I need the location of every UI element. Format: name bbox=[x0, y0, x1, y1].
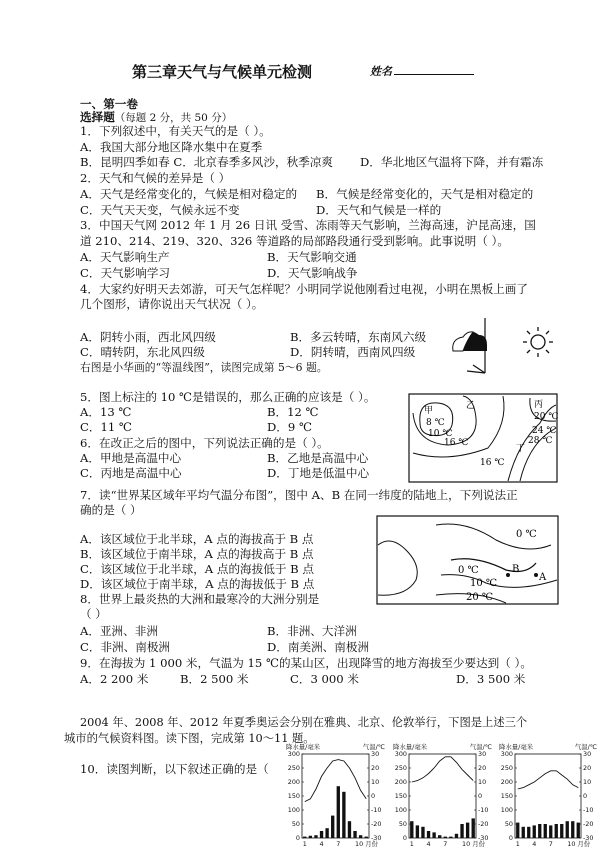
y-axis-title-left: 降水量/毫米 bbox=[393, 743, 428, 751]
precipitation-bar bbox=[527, 827, 530, 838]
y-tick-right: 30 bbox=[478, 750, 487, 758]
precipitation-bar bbox=[421, 827, 424, 838]
isotherm-label-yi: 乙 bbox=[466, 401, 476, 411]
precipitation-bar bbox=[538, 824, 541, 838]
q8-option-c: C．非洲、南极洲 bbox=[80, 640, 171, 654]
precipitation-bar bbox=[309, 836, 312, 838]
region-label-0c-mid: 0 ℃ bbox=[458, 565, 479, 576]
y-tick-left: 100 bbox=[500, 806, 513, 814]
x-tick-label: 10 月份 bbox=[355, 840, 378, 848]
q7-option-a: A．该区域位于北半球，A 点的海拔高于 B 点 bbox=[80, 532, 314, 546]
x-tick-label: 1 bbox=[302, 840, 307, 848]
q6-option-d: D．丁地是低温中心 bbox=[267, 466, 370, 480]
precipitation-bar bbox=[560, 824, 563, 838]
y-tick-right: 20 bbox=[583, 764, 592, 772]
q8-option-b: B．非洲、大洋洲 bbox=[267, 624, 357, 638]
precipitation-bar bbox=[410, 821, 413, 838]
climate-chart-3-svg bbox=[496, 742, 600, 848]
y-tick-right: -10 bbox=[583, 806, 594, 814]
precipitation-bar bbox=[444, 837, 447, 838]
q1-stem: 1．下列叙述中，有关天气的是（ ）。 bbox=[80, 124, 271, 138]
precipitation-bar bbox=[359, 835, 362, 838]
precipitation-bar bbox=[314, 835, 317, 838]
q2-option-a: A．天气是经常变化的，气候是相对稳定的 bbox=[80, 187, 298, 201]
section-heading: 一、第一卷 bbox=[80, 97, 138, 111]
y-tick-left: 100 bbox=[287, 806, 300, 814]
q6-stem: 6．在改正之后的图中，下列说法正确的是（ ）。 bbox=[80, 436, 329, 450]
q5-option-b: B．12 ℃ bbox=[267, 405, 319, 419]
q2-option-d: D．天气和气候是一样的 bbox=[316, 203, 442, 217]
y-tick-left: 250 bbox=[287, 764, 300, 772]
y-tick-right: 10 bbox=[583, 778, 592, 786]
y-tick-right: -30 bbox=[583, 834, 594, 842]
y-tick-left: 250 bbox=[394, 764, 407, 772]
climate-chart-2-svg bbox=[390, 742, 495, 848]
y-tick-right: -20 bbox=[478, 820, 489, 828]
region-label-0c-top: 0 ℃ bbox=[516, 529, 537, 540]
precipitation-bar bbox=[555, 824, 558, 838]
y-tick-right: 20 bbox=[478, 764, 487, 772]
isotherm-label-bing: 丙 bbox=[534, 400, 544, 410]
precipitation-bar bbox=[455, 834, 458, 838]
region-label-a: A bbox=[539, 572, 547, 583]
y-tick-right: -20 bbox=[371, 820, 382, 828]
y-axis-title-right: 气温/℃ bbox=[469, 743, 492, 751]
precipitation-bar bbox=[320, 831, 323, 838]
q7-option-d: D．该区域位于南半球，A 点的海拔低于 B 点 bbox=[80, 577, 315, 591]
temperature-line bbox=[412, 757, 473, 782]
q9-option-b: B．2 500 米 bbox=[180, 672, 249, 686]
precipitation-bar bbox=[348, 821, 351, 838]
precipitation-bar bbox=[427, 831, 430, 838]
q9-option-a: A．2 200 米 bbox=[80, 672, 149, 686]
y-axis-title-left: 降水量/毫米 bbox=[499, 743, 534, 751]
isotherm-label-20c: 20 ℃ bbox=[534, 412, 558, 422]
y-tick-left: 300 bbox=[287, 750, 300, 758]
climate-chart-1 bbox=[283, 742, 388, 852]
precipitation-bar bbox=[432, 832, 435, 838]
choice-label: 选择题 bbox=[80, 110, 115, 124]
y-tick-left: 200 bbox=[287, 778, 300, 786]
q1-option-a: A．我国大部分地区降水集中在夏季 bbox=[80, 140, 263, 154]
precipitation-bar bbox=[449, 837, 452, 838]
precipitation-bar bbox=[365, 837, 368, 838]
q5-option-a: A．13 ℃ bbox=[80, 405, 132, 419]
y-tick-right: 0 bbox=[478, 792, 483, 800]
y-tick-right: 0 bbox=[583, 792, 588, 800]
precipitation-bar bbox=[522, 827, 525, 838]
q2-option-c: C．天气天天变，气候永远不变 bbox=[80, 203, 240, 217]
y-tick-right: 0 bbox=[371, 792, 376, 800]
precipitation-bar bbox=[460, 824, 463, 838]
q4-option-d: D．阴转晴，西南风四级 bbox=[290, 345, 416, 359]
y-tick-left: 50 bbox=[504, 820, 513, 828]
q3-option-a: A．天气影响生产 bbox=[80, 250, 170, 264]
q7-option-b: B．该区域位于南半球，A 点的海拔高于 B 点 bbox=[80, 547, 314, 561]
x-tick-label: 7 bbox=[443, 840, 448, 848]
climate-chart-3 bbox=[496, 742, 600, 852]
q3-option-b: B．天气影响交通 bbox=[267, 250, 357, 264]
q2-stem: 2．天气和气候的差异是（ ） bbox=[80, 171, 231, 185]
climate-chart-2 bbox=[390, 742, 495, 852]
name-blank[interactable] bbox=[394, 64, 474, 75]
q7-line2: 确的是（ ） bbox=[80, 503, 142, 517]
plot-frame bbox=[515, 754, 581, 838]
climate-chart-1-svg bbox=[283, 742, 388, 848]
precipitation-bar bbox=[571, 821, 574, 838]
intro-10-11-line1: 2004 年、2008 年、2012 年夏季奥运会分别在雅典、北京、伦敦举行，下图是上述三个 bbox=[80, 716, 528, 729]
q4-line1: 4．大家约好明天去郊游，可天气怎样呢？小明同学说他刚看过电视，小明在黑板上画了 bbox=[80, 282, 528, 296]
isotherm-label-16c: 16 ℃ bbox=[444, 438, 469, 448]
q6-option-b: B．乙地是高温中心 bbox=[267, 451, 369, 465]
precipitation-bar bbox=[544, 824, 547, 838]
q3-option-c: C．天气影响学习 bbox=[80, 266, 171, 280]
q9-option-d: D．3 500 米 bbox=[456, 672, 526, 686]
y-tick-right: -30 bbox=[371, 834, 382, 842]
y-tick-left: 300 bbox=[500, 750, 513, 758]
isotherm-label-ding: 丁 bbox=[516, 444, 526, 454]
q8-line1: 8．世界上最炎热的大洲和最寒冷的大洲分别是 bbox=[80, 592, 320, 606]
y-tick-left: 150 bbox=[394, 792, 407, 800]
precipitation-bar bbox=[325, 828, 328, 838]
x-tick-label: 4 bbox=[532, 840, 537, 848]
page-title: 第三章天气与气候单元检测 bbox=[132, 63, 313, 81]
y-tick-right: 30 bbox=[371, 750, 380, 758]
x-tick-label: 4 bbox=[319, 840, 324, 848]
isotherm-label-8c: 8 ℃ bbox=[426, 418, 445, 428]
precipitation-bar bbox=[416, 825, 419, 838]
y-tick-right: -10 bbox=[478, 806, 489, 814]
isotherm-label-jia: 甲 bbox=[424, 406, 434, 416]
precipitation-bar bbox=[533, 825, 536, 838]
name-label: 姓名 bbox=[370, 65, 392, 78]
sun-icon bbox=[523, 327, 553, 357]
q7-option-c: C．该区域位于北半球，A 点的海拔低于 B 点 bbox=[80, 562, 314, 576]
x-tick-label: 10 月份 bbox=[567, 840, 591, 848]
q3-option-d: D．天气影响战争 bbox=[267, 266, 358, 280]
q10-stem: 10．读图判断，以下叙述正确的是（ bbox=[80, 762, 269, 776]
isotherm-label-16c-b: 16 ℃ bbox=[480, 458, 505, 468]
q4-option-b: B．多云转晴，东南风六级 bbox=[290, 330, 427, 344]
y-tick-left: 150 bbox=[287, 792, 300, 800]
q9-option-c: C．3 000 米 bbox=[290, 672, 359, 686]
isotherm-label-28c: 28 ℃ bbox=[528, 436, 553, 446]
q4-line2: 几个图形，请你说出天气状况（ ）。 bbox=[80, 297, 264, 311]
y-tick-left: 250 bbox=[500, 764, 513, 772]
x-tick-label: 4 bbox=[426, 840, 431, 848]
precipitation-bar bbox=[577, 823, 580, 838]
q1-option-d: D．华北地区气温将下降，并有霜冻 bbox=[360, 155, 544, 169]
x-tick-label: 7 bbox=[548, 840, 553, 848]
temperature-line bbox=[305, 760, 366, 802]
y-tick-left: 100 bbox=[394, 806, 407, 814]
weather-symbols-figure bbox=[445, 315, 565, 375]
y-tick-left: 200 bbox=[394, 778, 407, 786]
intro-10-11-line2: 城市的气候资料图。读下图，完成第 10～11 题。 bbox=[64, 732, 315, 745]
q4-option-a: A．阴转小雨，西北风四级 bbox=[80, 330, 216, 344]
y-tick-left: 0 bbox=[295, 834, 300, 842]
q1-option-bc: B．昆明四季如春 C．北京春季多风沙，秋季凉爽 bbox=[80, 155, 333, 169]
y-tick-left: 0 bbox=[402, 834, 407, 842]
precipitation-bar bbox=[342, 792, 345, 838]
choice-note: （每题 2 分，共 50 分） bbox=[114, 112, 233, 124]
precipitation-bar bbox=[566, 821, 569, 838]
precipitation-bar bbox=[549, 825, 552, 838]
intro-5-6: 右图是小华画的“等温线图”，读图完成第 5～6 题。 bbox=[80, 361, 328, 374]
y-tick-right: -20 bbox=[583, 820, 594, 828]
q5-option-c: C．11 ℃ bbox=[80, 420, 132, 434]
q5-option-d: D．9 ℃ bbox=[267, 420, 312, 434]
temperature-line bbox=[518, 771, 579, 789]
x-tick-label: 1 bbox=[515, 840, 520, 848]
y-axis-title-right: 气温/℃ bbox=[362, 743, 385, 751]
isotherm-map bbox=[408, 393, 558, 483]
precipitation-bar bbox=[438, 835, 441, 838]
x-tick-label: 1 bbox=[409, 840, 414, 848]
y-tick-left: 50 bbox=[291, 820, 300, 828]
q8-line2: （ ） bbox=[80, 607, 107, 621]
y-tick-left: 200 bbox=[500, 778, 513, 786]
y-tick-left: 0 bbox=[508, 834, 513, 842]
region-temperature-map bbox=[376, 515, 559, 605]
y-tick-left: 50 bbox=[398, 820, 407, 828]
q4-option-c: C．晴转阴，东北风四级 bbox=[80, 345, 205, 359]
q7-line1: 7．读“世界某区域年平均气温分布图”，图中 A、B 在同一纬度的陆地上，下列说法正 bbox=[80, 488, 518, 502]
y-tick-left: 150 bbox=[500, 792, 513, 800]
precipitation-bar bbox=[337, 786, 340, 838]
q8-option-d: D．南美洲、南极洲 bbox=[267, 640, 370, 654]
x-tick-label: 10 月份 bbox=[462, 840, 485, 848]
choice-heading bbox=[80, 110, 232, 125]
y-tick-left: 300 bbox=[394, 750, 407, 758]
q6-option-a: A．甲地是高温中心 bbox=[80, 451, 182, 465]
q8-option-a: A．亚洲、非洲 bbox=[80, 624, 158, 638]
cloud-icon bbox=[453, 331, 487, 351]
y-tick-right: -10 bbox=[371, 806, 382, 814]
y-tick-right: 10 bbox=[478, 778, 487, 786]
y-axis-title-left: 降水量/毫米 bbox=[286, 743, 321, 751]
isotherm-label-10c: 10 ℃ bbox=[428, 429, 453, 439]
precipitation-bar bbox=[353, 831, 356, 838]
y-tick-right: -30 bbox=[478, 834, 489, 842]
q5-stem: 5．图上标注的 10 ℃是错误的，那么正确的应该是（ ）。 bbox=[80, 390, 376, 404]
precipitation-bar bbox=[331, 816, 334, 838]
q9-stem: 9．在海拔为 1 000 米，气温为 15 ℃的某山区，出现降雪的地方海拔至少要达到（ ）。 bbox=[80, 656, 532, 670]
q6-option-c: C．丙地是高温中心 bbox=[80, 466, 182, 480]
precipitation-bar bbox=[303, 837, 306, 838]
isotherm-label-24c: 24 ℃ bbox=[532, 426, 557, 436]
y-axis-title-right: 气温/℃ bbox=[574, 743, 597, 751]
y-tick-right: 20 bbox=[371, 764, 380, 772]
q3-line2: 道 210、214、219、320、326 等道路的局部路段通行受到影响。此事说明（ ）。 bbox=[80, 234, 509, 248]
region-label-20c: 20 ℃ bbox=[466, 592, 494, 603]
y-tick-right: 30 bbox=[583, 750, 592, 758]
q3-line1: 3．中国天气网 2012 年 1 月 26 日讯 受雪、冻雨等天气影响，兰海高速，沪昆高速，国 bbox=[80, 218, 536, 232]
region-label-b: B bbox=[512, 564, 520, 575]
precipitation-bar bbox=[466, 823, 469, 838]
region-label-10c: 10 ℃ bbox=[470, 578, 498, 589]
y-tick-right: 10 bbox=[371, 778, 380, 786]
precipitation-bar bbox=[516, 823, 519, 838]
x-tick-label: 7 bbox=[336, 840, 341, 848]
q2-option-b: B．气候是经常变化的，天气是相对稳定的 bbox=[316, 187, 534, 201]
name-field bbox=[370, 63, 474, 79]
precipitation-bar bbox=[472, 818, 475, 838]
